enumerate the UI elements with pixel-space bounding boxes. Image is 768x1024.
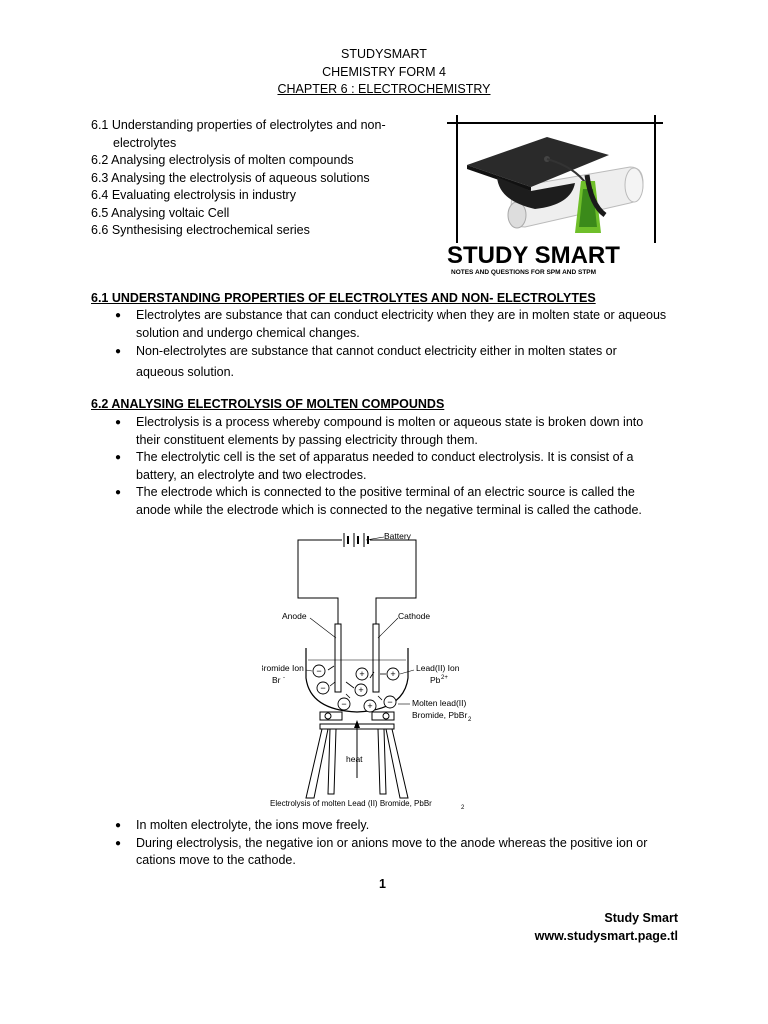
footer-url: www.studysmart.page.tl (534, 928, 678, 943)
molten-label-1: Molten lead(II) (412, 698, 467, 708)
list-item (115, 343, 696, 381)
doc-header (0, 46, 768, 99)
toc-item: 6.3 Analysing the electrolysis of aqueous solutions (91, 170, 370, 185)
header-line-3: CHAPTER 6 : ELECTROCHEMISTRY (277, 82, 491, 96)
list-item-line: The electrode which is connected to the positive terminal of an electric source is called the (136, 485, 635, 499)
bullet-icon: ● (115, 820, 122, 831)
bromide-charge: - (283, 675, 285, 681)
footer (535, 910, 678, 945)
toc-item: electrolytes (113, 135, 177, 150)
footer-site-name: Study Smart (604, 911, 678, 925)
bromide-symbol: Br (272, 675, 281, 685)
list-item-line: In molten electrolyte, the ions move freely. (136, 818, 370, 832)
lead-symbol: Pb (430, 675, 441, 685)
list-item-line: aqueous solution. (136, 364, 234, 379)
list-item-line: cations move to the cathode. (136, 853, 296, 867)
anion-symbol: − (320, 683, 326, 693)
molten-label-sub: 2 (468, 717, 472, 723)
study-smart-logo (445, 115, 663, 277)
bromide-ion-label: Bromide Ion (262, 663, 304, 673)
list-item-line: The electrolytic cell is the set of apparatus needed to conduct electrolysis. It is consist of a (136, 450, 634, 464)
logo-title: STUDY SMART (447, 242, 620, 269)
logo-tagline: NOTES AND QUESTIONS FOR SPM AND STPM (451, 269, 597, 276)
battery-label: Battery (384, 531, 411, 541)
electrolysis-diagram (262, 528, 492, 813)
cation-symbol: + (367, 701, 373, 711)
bullet-icon: ● (115, 310, 122, 321)
list-item-line: anode while the electrode which is connected to the negative terminal is called the cathode. (136, 502, 642, 517)
cation-symbol: + (390, 669, 396, 679)
section-heading-6-1: 6.1 UNDERSTANDING PROPERTIES OF ELECTROLYTES AND NON- ELECTROLYTES (91, 291, 596, 305)
list-item (115, 835, 696, 870)
anode-label: Anode (282, 611, 307, 621)
list-item (115, 414, 696, 449)
list-item (115, 484, 696, 519)
toc-item: 6.4 Evaluating electrolysis in industry (91, 188, 296, 202)
toc-item: 6.1 Understanding properties of electrolytes and non- (91, 118, 386, 132)
cathode-label: Cathode (398, 611, 431, 621)
list-item-line: solution and undergo chemical changes. (136, 325, 360, 340)
bullet-icon: ● (115, 346, 122, 357)
section-6-2-list-continued (115, 817, 696, 870)
cathode-electrode (373, 624, 379, 692)
header-line-1: STUDYSMART (341, 47, 427, 61)
list-item-line: their constituent elements by passing electricity through them. (136, 432, 478, 447)
diagram-caption-sub: 2 (461, 805, 465, 811)
section-heading-6-2: 6.2 ANALYSING ELECTROLYSIS OF MOLTEN COMPOUNDS (91, 397, 445, 411)
cation-symbol: + (358, 685, 364, 695)
section-6-1-list (115, 307, 696, 381)
anion-symbol: − (316, 666, 322, 676)
list-item (115, 449, 696, 484)
lead-ion-label: Lead(II) Ion (416, 663, 460, 673)
list-item-line: Electrolysis is a process whereby compound is molten or aqueous state is broken down into (136, 415, 644, 429)
bullet-icon: ● (115, 417, 122, 428)
list-item (115, 307, 696, 342)
page-number: 1 (379, 877, 386, 891)
battery-icon (344, 533, 368, 547)
section-6-2-list (115, 414, 696, 519)
anion-symbol: − (387, 697, 393, 707)
diagram-caption: Electrolysis of molten Lead (II) Bromide, PbBr (270, 799, 432, 808)
heat-label: heat (346, 754, 363, 764)
table-of-contents (91, 117, 386, 240)
anion-symbol: − (341, 699, 347, 709)
bullet-icon: ● (115, 452, 122, 463)
cation-symbol: + (359, 669, 365, 679)
list-item-line: Electrolytes are substance that can conduct electricity when they are in molten state or aqueous (136, 308, 667, 322)
bullet-icon: ● (115, 487, 122, 498)
anode-electrode (335, 624, 341, 692)
list-item (115, 817, 696, 835)
molten-label-2: Bromide, PbBr (412, 710, 468, 720)
list-item-line: Non-electrolytes are substance that cannot conduct electricity either in molten states or (136, 344, 617, 358)
list-item-line: battery, an electrolyte and two electrodes. (136, 467, 367, 482)
toc-item: 6.6 Synthesising electrochemical series (91, 223, 310, 237)
toc-item: 6.2 Analysing electrolysis of molten compounds (91, 153, 354, 167)
bullet-icon: ● (115, 837, 122, 849)
toc-item: 6.5 Analysing voltaic Cell (91, 205, 230, 220)
header-line-2: CHEMISTRY FORM 4 (322, 64, 446, 79)
list-item-line: During electrolysis, the negative ion or anions move to the anode whereas the positive ion or (136, 835, 648, 850)
lead-charge: 2+ (441, 675, 448, 681)
